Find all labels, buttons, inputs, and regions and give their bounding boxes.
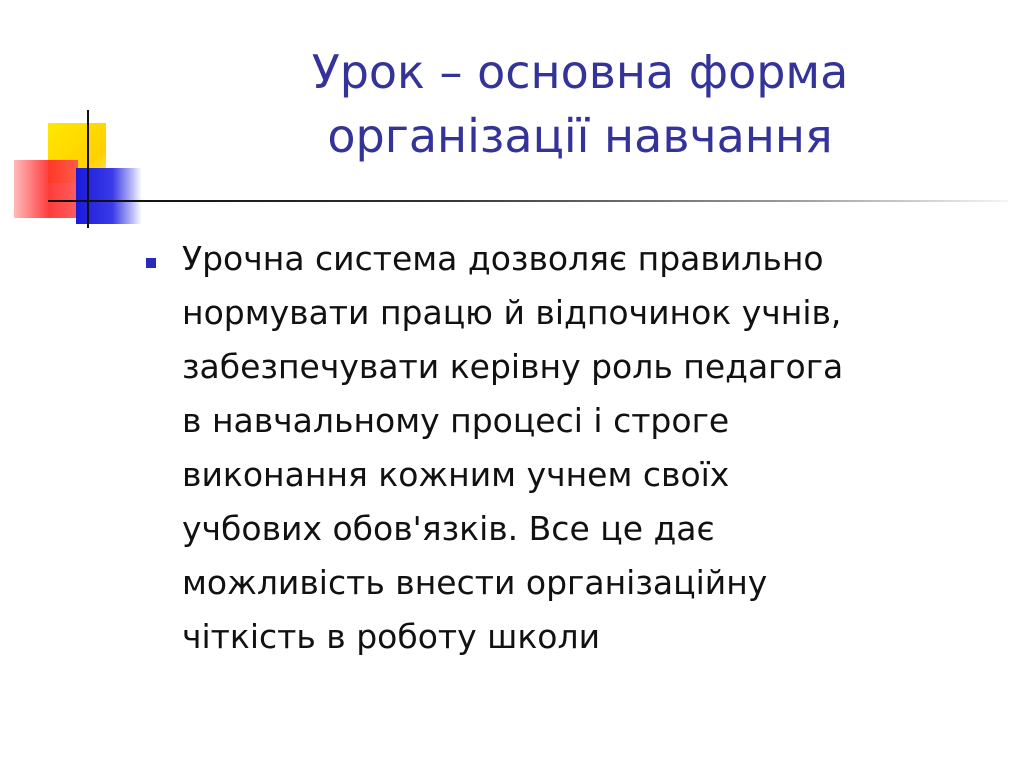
square-bullet-icon: [146, 258, 156, 268]
title-underline: [128, 200, 1008, 202]
bullet-text-line: забезпечувати керівну роль педагога: [182, 347, 844, 386]
blue-square-decoration: [76, 168, 142, 224]
bullet-text-line: чіткість в роботу школи: [182, 617, 601, 656]
bullet-text-line: учбових обов'язків. Все це дає: [182, 509, 715, 548]
bullet-item: [140, 232, 1010, 664]
vertical-rule-decoration: [87, 110, 89, 228]
title-line-1: Урок – основна форма: [311, 45, 849, 99]
bullet-text-line: в навчальному процесі і строге: [182, 401, 730, 440]
bullet-list: [140, 232, 1010, 664]
corner-decoration: [0, 0, 160, 240]
title-line-2: організації навчання: [327, 109, 833, 163]
bullet-text-line: можливість внести організаційну: [182, 563, 768, 602]
bullet-text-line: виконання кожним учнем своїх: [182, 455, 730, 494]
bullet-text-line: нормувати працю й відпочинок учнів,: [182, 293, 842, 332]
red-square-decoration: [14, 160, 78, 218]
slide-title: [150, 40, 1010, 168]
bullet-text-line: Урочна система дозволяє правильно: [182, 239, 824, 278]
